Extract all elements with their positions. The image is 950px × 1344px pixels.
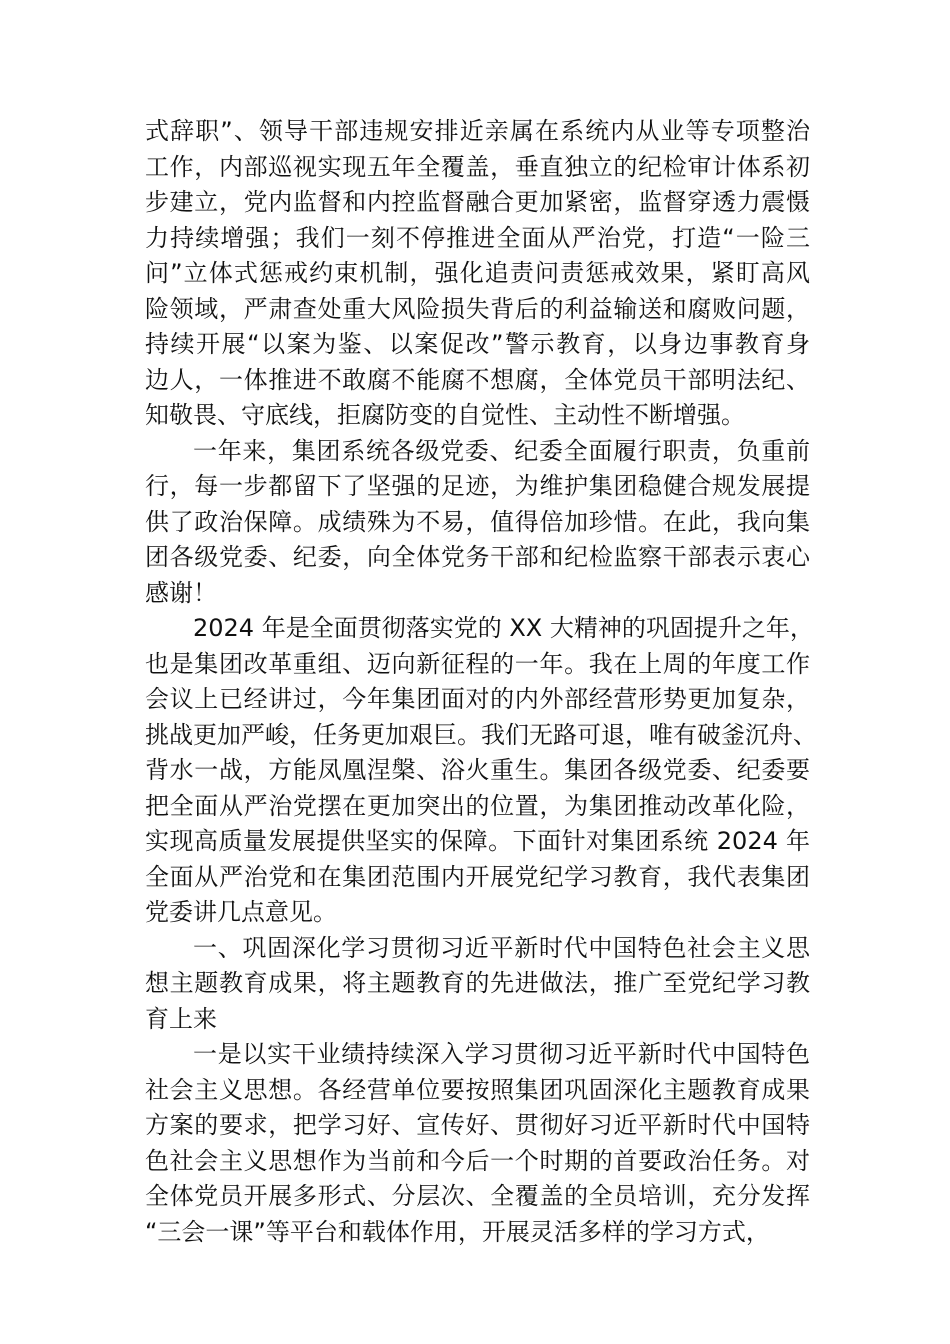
text-line: 2024 年是全面贯彻落实党的 XX 大精神的巩固提升之年， <box>193 614 814 642</box>
text-line: 也是集团改革重组、迈向新征程的一年。我在上周的年度工作 <box>145 649 810 678</box>
text-line: 色社会主义思想作为当前和今后一个时期的首要政治任务。对 <box>145 1146 810 1175</box>
text-line: 一是以实干业绩持续深入学习贯彻习近平新时代中国特色 <box>193 1040 810 1068</box>
paragraph <box>145 114 810 434</box>
paragraph <box>145 1037 810 1250</box>
text-line: 式辞职”、领导干部违规安排近亲属在系统内从业等专项整治 <box>145 117 810 145</box>
paragraph <box>145 434 810 612</box>
paragraph <box>145 611 817 931</box>
text-line: 挑战更加严峻，任务更加艰巨。我们无路可退，唯有破釜沉舟、 <box>145 720 817 749</box>
text-line: 知敬畏、守底线，拒腐防变的自觉性、主动性不断增强。 <box>145 401 745 429</box>
text-line: 一、巩固深化学习贯彻习近平新时代中国特色社会主义思 <box>193 933 810 962</box>
text-line: 把全面从严治党摆在更加突出的位置，为集团推动改革化险， <box>145 791 810 820</box>
text-line: 党委讲几点意见。 <box>145 898 337 926</box>
paragraph <box>145 931 810 1038</box>
text-line: 实现高质量发展提供坚实的保障。下面针对集团系统 2024 年 <box>145 827 810 855</box>
text-line: 想主题教育成果，将主题教育的先进做法，推广至党纪学习教 <box>145 969 810 997</box>
text-line: 供了政治保障。成绩殊为不易，值得倍加珍惜。在此，我向集 <box>145 507 810 536</box>
text-line: 方案的要求，把学习好、宣传好、贯彻好习近平新时代中国特 <box>145 1111 810 1139</box>
text-line: 力持续增强；我们一刻不停推进全面从严治党，打造“一险三 <box>145 223 810 252</box>
text-line: 全面从严治党和在集团范围内开展党纪学习教育，我代表集团 <box>145 862 810 891</box>
text-line: 行，每一步都留下了坚强的足迹，为维护集团稳健合规发展提 <box>145 472 810 500</box>
text-line: 险领域，严肃查处重大风险损失背后的利益输送和腐败问题， <box>145 294 810 323</box>
text-line: 工作，内部巡视实现五年全覆盖，垂直独立的纪检审计体系初 <box>145 152 810 181</box>
text-line: 问”立体式惩戒约束机制，强化追责问责惩戒效果，紧盯高风 <box>145 259 810 287</box>
text-line: “三会一课”等平台和载体作用，开展灵活多样的学习方式， <box>145 1217 770 1246</box>
text-line: 全体党员开展多形式、分层次、全覆盖的全员培训，充分发挥 <box>145 1182 810 1210</box>
text-line: 持续开展“以案为鉴、以案促改”警示教育，以身边事教育身 <box>145 330 810 358</box>
text-line: 边人，一体推进不敢腐不能腐不想腐，全体党员干部明法纪、 <box>145 365 810 394</box>
text-line: 步建立，党内监督和内控监督融合更加紧密，监督穿透力震慑 <box>145 188 810 216</box>
text-line: 团各级党委、纪委，向全体党务干部和纪检监察干部表示衷心 <box>145 543 810 571</box>
text-line: 背水一战，方能凤凰涅槃、浴火重生。集团各级党委、纪委要 <box>145 756 810 784</box>
text-line: 育上来 <box>145 1004 217 1033</box>
text-line: 会议上已经讲过，今年集团面对的内外部经营形势更加复杂， <box>145 685 810 713</box>
text-line: 一年来，集团系统各级党委、纪委全面履行职责，负重前 <box>193 436 810 465</box>
text-line: 感谢！ <box>145 578 217 607</box>
text-line: 社会主义思想。各经营单位要按照集团巩固深化主题教育成果 <box>145 1075 810 1104</box>
document-body <box>145 114 817 1250</box>
